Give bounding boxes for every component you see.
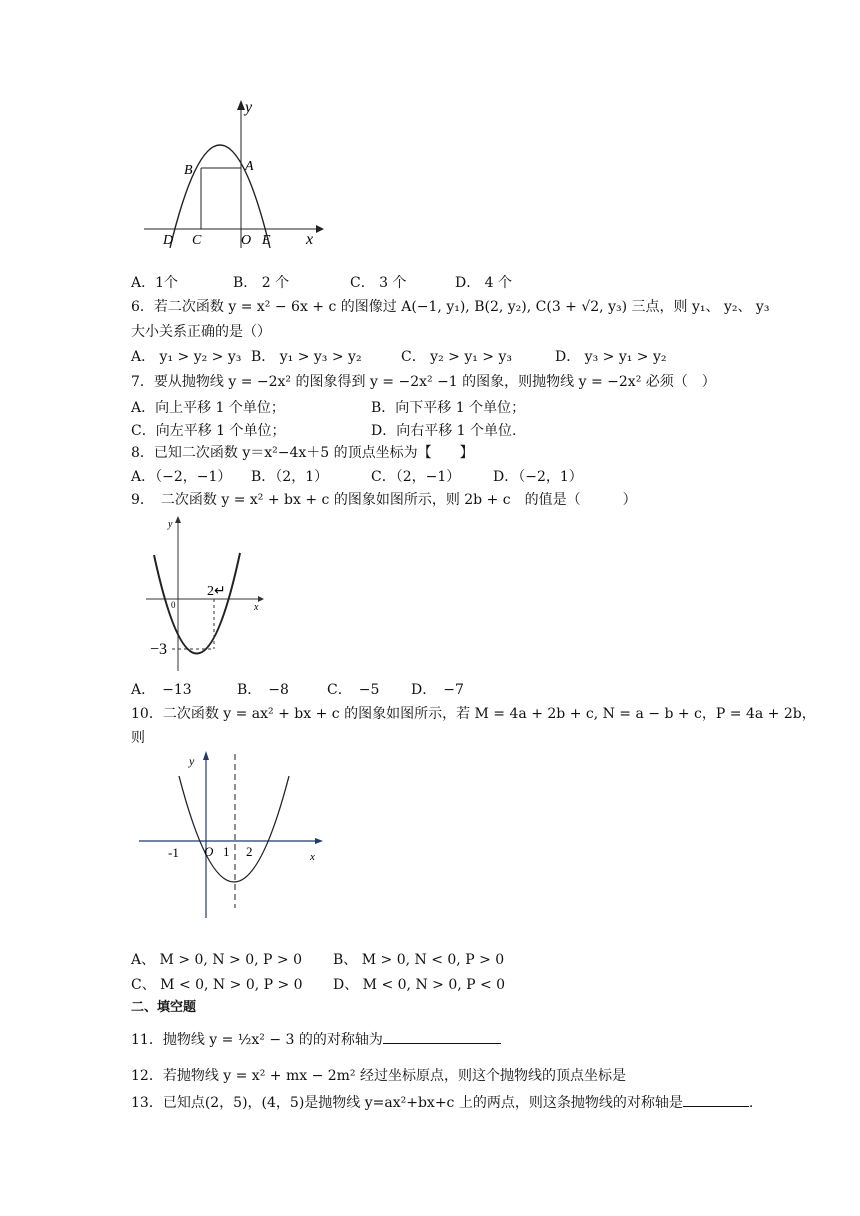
x-axis-label: x [254,602,259,613]
q11 [131,1030,501,1050]
tick-label-1: 1 [223,844,230,859]
point-A-label: A [245,159,254,174]
q8-choice-b: B．（2，1） [251,469,329,485]
q13-stem: 13．已知点(2，5)，(4，5)是抛物线 y=ax²+bx+c 上的两点，则这条抛物线的对称轴是 [131,1095,683,1111]
q12-stem: 12．若抛物线 y = x² + mx − 2m² 经过坐标原点，则这个抛物线的顶点坐标是 [131,1068,626,1084]
tick-label-2: 2↵ [207,584,226,599]
origin-label: O [204,844,214,859]
q9-choice-a: A． −13 [131,682,192,698]
q10-choice-c: C、 M < 0, N > 0, P > 0 [131,977,303,993]
q6-stem-cont: 大小关系正确的是（） [131,324,271,340]
y-axis-label: y [245,99,253,116]
x-axis-label: x [306,231,314,248]
q10-choice-b: B、 M > 0, N < 0, P > 0 [333,952,505,968]
q7-choice-a: A．向上平移 1 个单位； [131,400,285,416]
origin-label: O [241,233,252,248]
tick-label-2: 2 [246,844,253,859]
point-D-label: D [163,233,174,248]
q6-choice-a: A． y₁ > y₂ > y₃ [131,349,242,365]
q6-choice-d: D． y₃ > y₁ > y₂ [555,349,667,365]
q5-choice-c: C． 3 个 [350,275,407,291]
q7-choice-c: C．向左平移 1 个单位； [131,423,286,439]
q5-choice-b: B． 2 个 [233,275,290,291]
tick-label-minus3: −3 [150,641,168,658]
q9-choice-b: B． −8 [237,682,289,698]
q10-stem: 10．二次函数 y = ax² + bx + c 的图象如图所示，若 M = 4a + 2b + c, N = a − b + c，P = 4a + 2b， [131,706,816,722]
tick-label-minus1: -1 [168,845,179,860]
y-axis-label: y [168,519,173,530]
q6-stem: 6．若二次函数 y = x² − 6x + c 的图像过 A(−1, y₁), B(2, y₂), C(3 + √2, y₃) 三点，则 y₁、 y₂、 y₃ [131,299,770,315]
q9-choice-d: D． −7 [411,682,464,698]
q13 [131,1093,753,1113]
q13-answer-blank[interactable] [683,1106,749,1107]
q10-choice-d: D、 M < 0, N > 0, P < 0 [333,977,506,993]
q13-end: . [748,1095,754,1111]
q5-choice-a: A．1个 [131,275,179,291]
x-axis-label: x [310,851,315,863]
q5-choice-d: D． 4 个 [455,275,513,291]
parabola-figure-q10 [135,748,327,920]
q10-choice-a: A、 M > 0, N > 0, P > 0 [131,952,302,968]
origin-label: 0 [171,600,176,610]
point-B-label: B [184,163,193,178]
q7-choice-b: B．向下平移 1 个单位； [371,400,526,416]
parabola-figure-q9 [140,513,270,675]
q6-choice-b: B． y₁ > y₃ > y₂ [251,349,362,365]
q8-stem: 8．已知二次函数 y＝x²−4x＋5 的顶点坐标为【 】 [131,445,474,461]
y-axis-label: y [189,754,195,768]
q8-choice-d: D．（−2，1） [493,469,583,485]
q9-stem: 9． 二次函数 y = x² + bx + c 的图象如图所示，则 2b + c 的值是（ ） [131,492,637,508]
q9-choice-c: C． −5 [327,682,380,698]
q11-answer-blank[interactable] [383,1043,501,1044]
point-C-label: C [192,233,202,248]
q6-choice-c: C． y₂ > y₁ > y₃ [401,349,512,365]
q8-choice-c: C．（2，−1） [371,469,461,485]
q10-stem-cont: 则 [131,730,145,746]
q7-choice-d: D．向右平移 1 个单位. [371,423,517,439]
q8-choice-a: A．（−2，−1） [131,469,232,485]
q11-stem: 11．抛物线 y = ½x² − 3 的的对称轴为 [131,1032,383,1048]
section-heading: 二、填空题 [131,1000,197,1015]
point-E-label: E [262,233,271,248]
parabola-figure-q5 [140,98,325,250]
q7-stem: 7．要从抛物线 y = −2x² 的图象得到 y = −2x² −1 的图象，则抛物线 y = −2x² 必须（ ） [131,374,716,390]
